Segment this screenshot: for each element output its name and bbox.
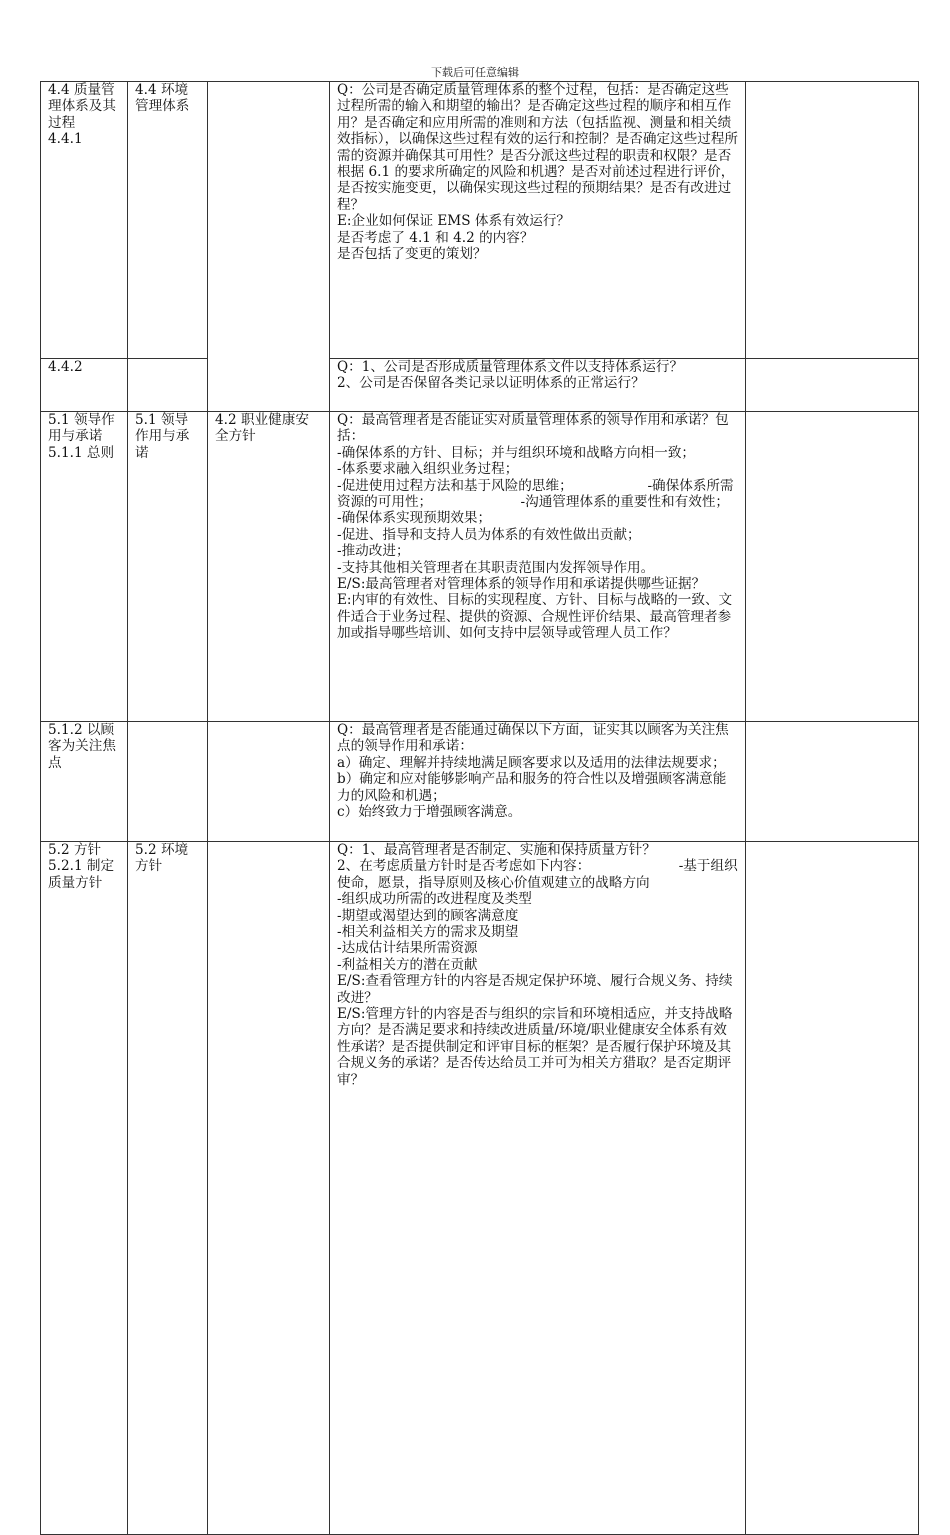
question-text: Q：最高管理者是否能通过确保以下方面，证实其以顾客为关注焦点的领导作用和承诺： [337,722,729,755]
clause-text: 5.1 领导作用与承诺 [48,412,115,445]
question-text: 是否包括了变更的策划？ [337,246,487,263]
clause-text: 5.2.1 制定质量方针 [48,858,115,891]
question-text: E:内审的有效性、目标的实现程度、方针、目标与战略的一致、文件适合于业务过程、提供的资源、合规性评价结果、最高管理者参加或指导哪些培训、如何支持中层领导或管理人员工作？ [337,592,733,642]
ems-clause-cell [128,359,208,412]
record-cell [746,82,919,359]
ohs-clause-cell [208,82,330,412]
question-text: -确保体系的方针、目标；并与组织环境和战略方向相一致； [337,444,696,461]
table-row [41,412,919,722]
clause-cell [41,359,128,412]
clause-text: 4.4 质量管理体系及其过程 [48,82,116,131]
ems-clause-cell [128,82,208,359]
table-row [41,82,919,359]
question-text: 2、公司是否保留各类记录以证明体系的正常运行？ [337,375,645,392]
audit-checklist-table [40,81,919,1535]
ems-clause-text: 5.2 环境方针 [135,842,189,875]
record-cell [746,722,919,842]
clause-text: 5.1.1 总则 [48,444,115,461]
record-cell [746,842,919,1535]
ems-clause-text: 4.4 环境管理体系 [135,82,190,115]
question-cell [330,842,746,1535]
question-text: 2、在考虑质量方针时是否考虑如下内容： -基于组织使命，愿景，指导原则及核心价值观建立的战略方向 [337,858,738,891]
ohs-clause-cell [208,722,330,842]
clause-cell [41,82,128,359]
question-text: -支持其他相关管理者在其职责范围内发挥领导作用。 [337,559,655,576]
clause-cell [41,412,128,722]
clause-text: 4.4.1 [48,131,83,148]
ohs-clause-cell [208,412,330,722]
question-text: -促进、指导和支持人员为体系的有效性做出贡献； [337,526,641,543]
question-cell [330,82,746,359]
ohs-clause-cell [208,842,330,1535]
question-text: -相关利益相关方的需求及期望 [337,924,519,941]
clause-text: 5.2 方针 [48,842,102,858]
header-note: 下载后可任意编辑 [431,66,519,79]
question-text: b）确定和应对能够影响产品和服务的符合性以及增强顾客满意能力的风险和机遇； [337,771,727,804]
question-text: -达成估计结果所需资源 [337,940,478,957]
clause-cell [41,722,128,842]
clause-cell [41,842,128,1535]
table-row [41,842,919,1535]
question-text: Q：1、公司是否形成质量管理体系文件以支持体系运行？ [337,359,684,375]
question-cell [330,722,746,842]
question-text: E/S:最高管理者对管理体系的领导作用和承诺提供哪些证据？ [337,576,706,593]
record-cell [746,412,919,722]
question-text: -确保体系实现预期效果； [337,510,492,527]
question-text: Q：最高管理者是否能证实对质量管理体系的领导作用和承诺？包括： [337,412,729,445]
question-text: E/S:管理方针的内容是否与组织的宗旨和环境相适应，并支持战略方向？是否满足要求和持续改进质量/环境/职业健康安全体系有效性承诺？是否提供制定和评审目标的框架？是否履行保护环境及其合规义务的承诺？是否传达给员工并可为相关方猎取？是否定期评审？ [337,1006,733,1088]
table-row [41,722,919,842]
clause-text: 5.1.2 以顾客为关注焦点 [48,722,116,771]
question-text: -利益相关方的潜在贡献 [337,956,478,973]
question-text: Q：公司是否确定质量管理体系的整个过程，包括：是否确定这些过程所需的输入和期望的输出？是否确定这些过程的顺序和相互作用？是否确定和应用所需的准则和方法（包括监视、测量和相关绩效指标），以确保这些过程有效的运行和控制？是否确定这些过程所需的资源并确保其可用性？是否分派这些过程的职责和权限？是否根据 6.1 的要求所确定的风险和机遇？是否对前述过程进行评价，是否按实施变更，以确保实现这些过程的预期结果？是否有改进过程？ [337,82,739,213]
ems-clause-text: 5.1 领导作用与承诺 [135,412,190,461]
clause-text: 4.4.2 [48,359,83,375]
question-text: 是否考虑了 4.1 和 4.2 的内容？ [337,229,534,246]
question-text: E/S:查看管理方针的内容是否规定保护环境、履行合规义务、持续改进？ [337,973,733,1006]
question-text: -期望或渴望达到的顾客满意度 [337,907,519,924]
question-text: c）始终致力于增强顾客满意。 [337,804,522,821]
question-text: -促进使用过程方法和基于风险的思维； -确保体系所需资源的可用性； -沟通管理体系的重要性和有效性； [337,477,734,511]
question-text: E:企业如何保证 EMS 体系有效运行？ [337,213,571,230]
question-text: Q：1、最高管理者是否制定、实施和保持质量方针？ [337,842,656,858]
ems-clause-cell [128,722,208,842]
ohs-clause-text: 4.2 职业健康安全方针 [215,412,309,445]
question-cell [330,412,746,722]
table-row [41,359,919,412]
ems-clause-cell [128,842,208,1535]
question-text: a）确定、理解并持续地满足顾客要求以及适用的法律法规要求； [337,754,726,771]
question-text: -体系要求融入组织业务过程； [337,461,519,478]
question-text: -推动改进； [337,543,410,560]
question-text: -组织成功所需的改进程度及类型 [337,891,532,908]
question-cell [330,359,746,412]
record-cell [746,359,919,412]
ems-clause-cell [128,412,208,722]
